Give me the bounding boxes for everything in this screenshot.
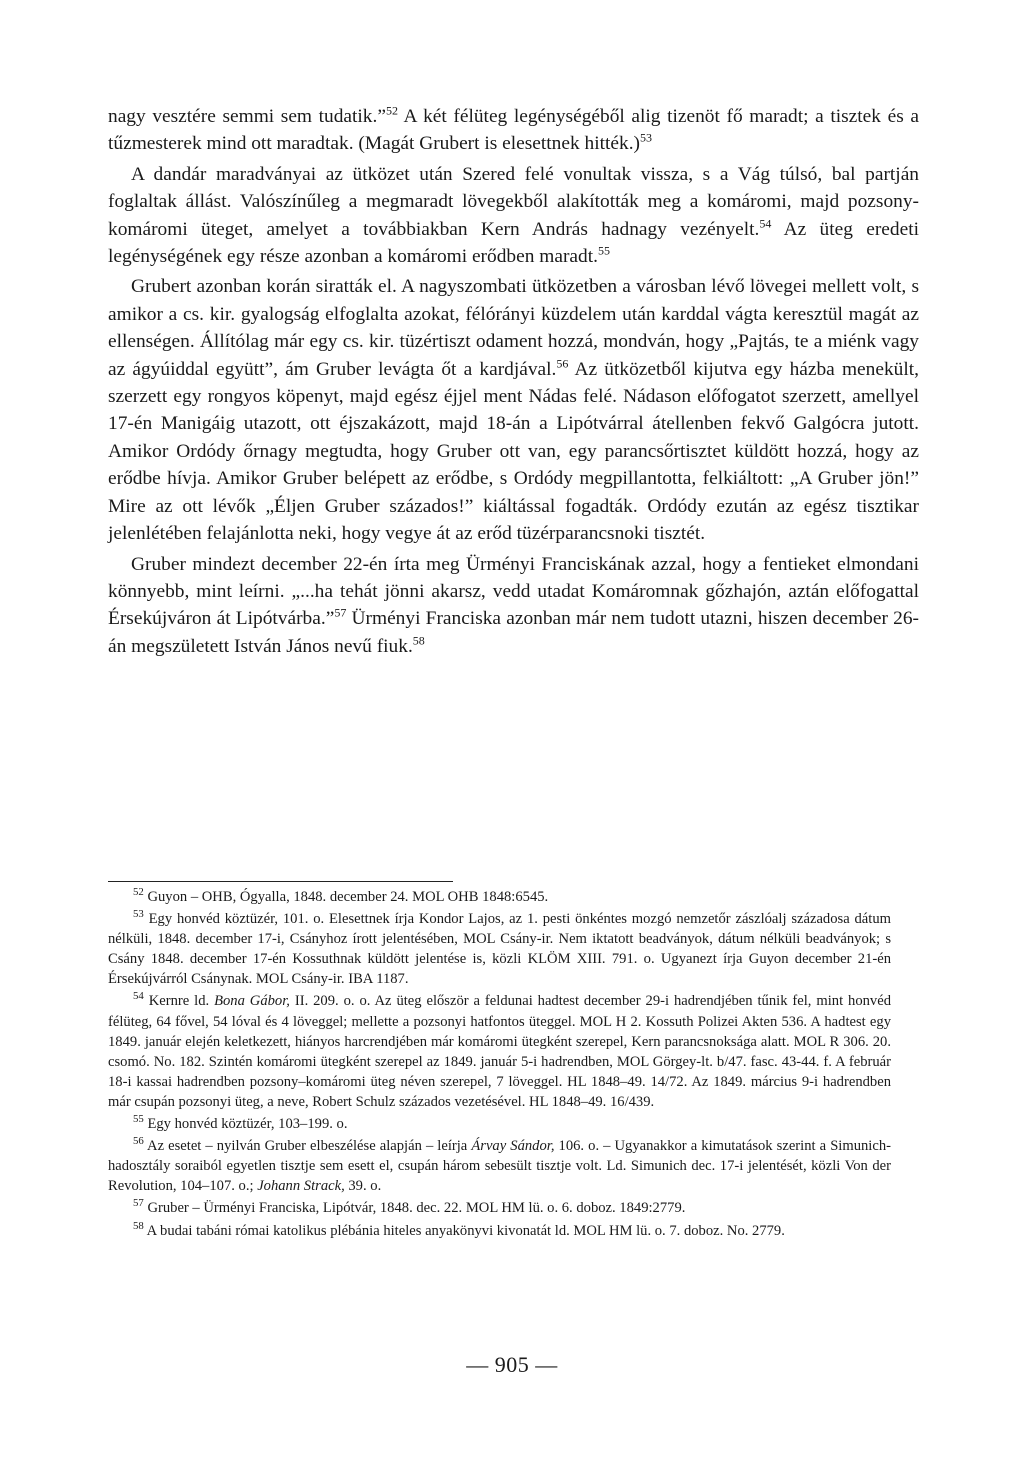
text-run: Kernre ld. [143, 993, 215, 1010]
text-run: Ürményi Franciska azonban már nem tudott utazni, hiszen december 26-án megszületett István János nevű fiuk. [108, 608, 919, 657]
paragraph [108, 273, 919, 547]
text-run: A budai tabáni római katolikus plébánia hiteles anyakönyvi kivonatát ld. MOL HM lü. o. 7. doboz. No. 2779. [143, 1222, 785, 1239]
text-run: Gruber mindezt december 22-én írta meg Ürményi Franciskának azzal, hogy a fentieket elmondani könnyebb, mint leírni. „...ha tehát jönni akarsz, vedd utadat Komáromnak gőzhajón, aztán előfogattal Érsekújváron át Lipótvárba.” [108, 553, 919, 630]
footnote [108, 991, 891, 1112]
italic-text: Árvay Sándor, [471, 1138, 555, 1155]
footnote-ref: 53 [640, 130, 653, 145]
footnote [108, 1221, 891, 1241]
footnote-ref: 56 [556, 356, 569, 371]
main-text [108, 103, 919, 660]
footnote-ref: 55 [133, 1113, 144, 1126]
paragraph [108, 551, 919, 661]
footnote-ref: 57 [133, 1197, 144, 1210]
text-run: Az ütközetből kijutva egy házba menekült, szerzett egy rongyos köpenyt, majd egész éjjel ment Nádas felé. Nádason előfogatot szerzett, amellyel 17-én Manigáig utazott, ott éjszakázott, majd 18-án a Lipótvárral átellenben fekvő Galgócra jutott. Amikor Ordódy őrnagy megtudta, hogy Gruber ott van, egy parancsőrtisztet küldött hozzá, hogy az erődbe hívja. Amikor Gruber belépett az erődbe, s Ordódy megpillantotta, felkiáltott: „A Gruber jön!” Mire az ott lévők „Éljen Gruber százados!” kiáltással fogadták. Ordódy ezután az egész tisztikar jelenlétében felajánlotta neki, hogy vegye át az erőd tüzérparancsnoki tisztét. [108, 358, 919, 545]
text-run: Egy honvéd köztüzér, 103–199. o. [143, 1116, 348, 1133]
footnote-ref: 52 [133, 886, 144, 899]
text-run: II. 209. o. o. Az üteg először a feldunai hadtest december 29-i hadrendjében tűnik fel, mint honvéd félüteg, 64 fővel, 54 lóval és 4 löveggel; mellette a pozsonyi hatfontos üteggel. MOL H 2. Kossuth Polizei Akten 536. A hadtest egy 1849. január elején keletkezett, hiányos harcrendjében már komáromi ütegként szerepel, Kern parancsnoksága alatt. MOL R 306. 20. csomó. No. 182. Szintén komáromi ütegként szerepel az 1849. január 5-i hadrendben, MOL Görgey-lt. b/47. fasc. 43-44. f. A február 18-i kassai hadrendben pozsony–komáromi üteg néven szerepel, 7 löveggel. HL 1848–49. 14/72. Az 1849. március 9-i hadrendben már csupán pozsonyi üteg, a neve, Robert Schulz százados vezetésével. HL 1848–49. 16/439. [108, 993, 891, 1110]
footnote-ref: 57 [334, 605, 347, 620]
footnote-ref: 56 [133, 1135, 144, 1148]
footnote-separator [108, 881, 453, 882]
text-run: 106. o. – Ugyanakkor a kimutatások szerint a Simunich-hadosztály soraiból egyetlen tisztje sem esett el, csupán három sebesült tisztje volt. Ld. Simunich dec. 17-i jelentését, közli Von der Revolution, 104–107. o.; [108, 1138, 891, 1195]
footnote-ref: 58 [133, 1219, 144, 1232]
italic-text: Bona Gábor, [214, 993, 290, 1010]
text-run: A dandár maradványai az ütközet után Szered felé vonultak vissza, s a Vág túlsó, bal partján foglaltak állást. Valószínűleg a megmaradt lövegekből alakították meg a komáromi, majd pozsony-komáromi üteget, amelyet a továbbiakban Kern András hadnagy vezényelt. [108, 163, 919, 240]
italic-text: Johann Strack, [257, 1178, 345, 1195]
footnote [108, 887, 891, 907]
footnote-ref: 54 [133, 990, 144, 1003]
text-run: Grubert azonban korán siratták el. A nagyszombati ütközetben a városban lévő lövegei mellett volt, s amikor a cs. kir. gyalogság elfoglalta azokat, félórányi küzdelem után karddal vágta keresztül magát az ellenségen. Állítólag már egy cs. kir. tüzértiszt odament hozzá, mondván, hogy „Pajtás, te a miénk vagy az ágyúiddal együtt”, ám Gruber levágta őt a kardjával. [108, 276, 919, 380]
text-run: Guyon – OHB, Ógyalla, 1848. december 24. MOL OHB 1848:6545. [143, 889, 549, 905]
text-run: Az üteg eredeti legénységének egy része azonban a komáromi erődben maradt. [108, 218, 919, 268]
footnote-ref: 58 [412, 633, 425, 648]
paragraph [108, 161, 919, 271]
page-number: — 905 — [466, 1352, 558, 1377]
footnote-ref: 54 [759, 216, 772, 231]
footnote-ref: 53 [133, 908, 144, 921]
text-run: 39. o. [344, 1178, 382, 1195]
text-run: Gruber – Ürményi Franciska, Lipótvár, 1848. dec. 22. MOL HM lü. o. 6. doboz. 1849:2779. [143, 1200, 686, 1217]
paragraph [108, 103, 919, 158]
text-run: Az esetet – nyilván Gruber elbeszélése alapján – leírja [143, 1138, 472, 1155]
footnote [108, 1114, 891, 1134]
footnote [108, 1198, 891, 1218]
footnote-ref: 55 [597, 243, 610, 258]
footnote-ref: 52 [385, 103, 398, 118]
text-run: A két félüteg legénységéből alig tizenöt fő maradt; a tisztek és a tűzmesterek mind ott maradtak. (Magát Grubert is elesettnek hitték.) [108, 106, 919, 155]
footnote [108, 909, 891, 989]
text-run: Egy honvéd köztüzér, 101. o. Elesettnek írja Kondor Lajos, az 1. pesti önkéntes mozgó nemzetőr zászlóalj századosa dátum nélküli, 1848. december 17-i, Csányhoz írott jelentésében, MOL Csány-ir. Nem iktatott beadványok, dátum nélküli beadványok; s Csány 1848. december 17-én Kossuthnak küldött jelentése is, közli KLÖM XIII. 791. o. Ugyanezt írja Guyon december 21-én Érsekújvárról Csánynak. MOL Csány-ir. IBA 1187. [108, 911, 891, 988]
text-run: nagy vesztére semmi sem tudatik.” [108, 106, 386, 127]
footnotes [108, 887, 891, 1243]
footnote [108, 1136, 891, 1196]
